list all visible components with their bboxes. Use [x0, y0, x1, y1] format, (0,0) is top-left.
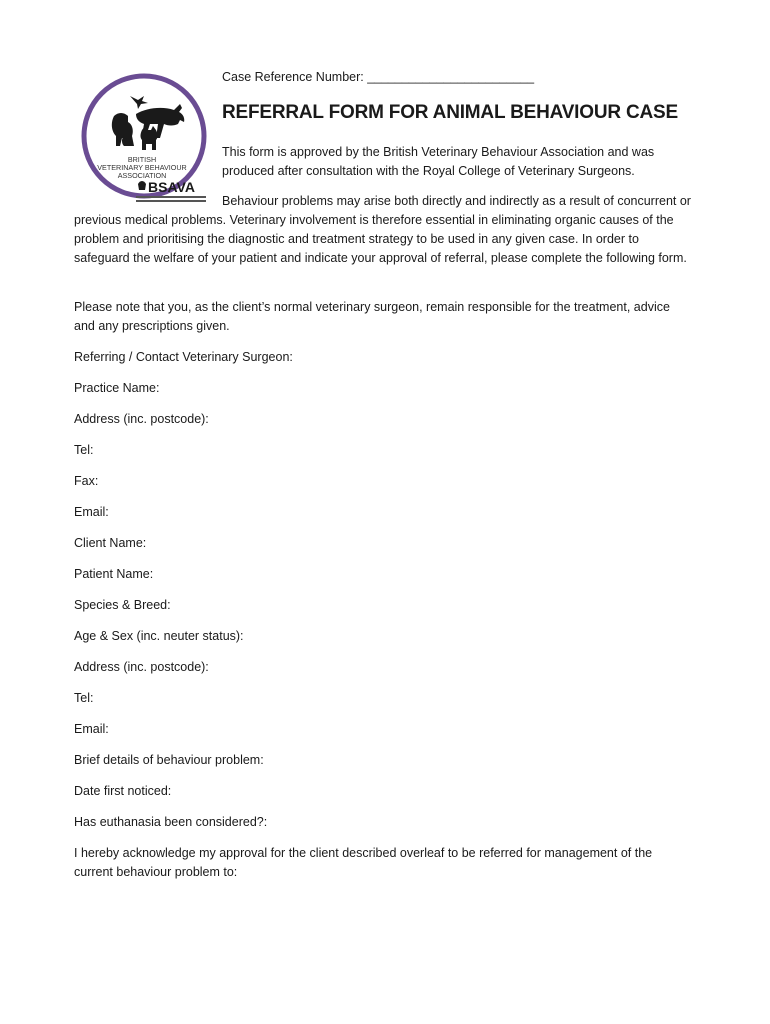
intro-paragraph-approval: This form is approved by the British Veterinary Behaviour Association and was produced after consultation with the Royal College of Veterinary Surgeons.: [222, 145, 655, 178]
field-age-sex: Age & Sex (inc. neuter status):: [74, 629, 244, 643]
field-practice-email: Email:: [74, 505, 109, 519]
intro-paragraph-responsibility: Please note that you, as the client’s normal veterinary surgeon, remain responsible for the treatment, advice and any prescriptions given.: [74, 300, 670, 333]
field-behaviour-problem: Brief details of behaviour problem:: [74, 753, 264, 767]
intro-paragraph-behaviour: Behaviour problems may arise both directly and indirectly as a result of concurrent or previous medical problems. Veterinary involvement is therefore essential in eliminating organic causes of the problem and prioritising the diagnostic and treatment strategy to be used in any given case. In order to safeguard the welfare of your patient and indicate your approval of referral, please complete the following form.: [74, 194, 691, 265]
field-client-tel: Tel:: [74, 691, 94, 705]
field-practice-name: Practice Name:: [74, 381, 160, 395]
field-referring-surgeon: Referring / Contact Veterinary Surgeon:: [74, 350, 293, 364]
case-reference-number: Case Reference Number: ________________________: [222, 70, 535, 84]
field-date-first-noticed: Date first noticed:: [74, 784, 172, 798]
field-practice-address: Address (inc. postcode):: [74, 412, 209, 426]
field-practice-tel: Tel:: [74, 443, 94, 457]
bird-icon: [130, 96, 148, 109]
acknowledgement-text: I hereby acknowledge my approval for the client described overleaf to be referred for management of the current behaviour problem to:: [74, 846, 653, 879]
logo-text-line1: BRITISH: [127, 155, 157, 164]
field-client-name: Client Name:: [74, 536, 147, 550]
logo-text-line2: VETERINARY BEHAVIOUR: [97, 163, 187, 172]
field-patient-name: Patient Name:: [74, 567, 154, 581]
field-euthanasia-considered: Has euthanasia been considered?:: [74, 815, 268, 829]
bsava-crest-icon: [138, 181, 146, 190]
field-client-address: Address (inc. postcode):: [74, 660, 209, 674]
form-title: REFERRAL FORM FOR ANIMAL BEHAVIOUR CASE: [222, 102, 678, 123]
field-species-breed: Species & Breed:: [74, 598, 171, 612]
bvba-logo: [78, 70, 218, 210]
field-client-email: Email:: [74, 722, 109, 736]
bsava-brand: BSAVA: [148, 179, 195, 195]
cat-icon: [141, 126, 158, 150]
logo-text-line3: ASSOCIATION: [117, 171, 167, 180]
field-practice-fax: Fax:: [74, 474, 99, 488]
